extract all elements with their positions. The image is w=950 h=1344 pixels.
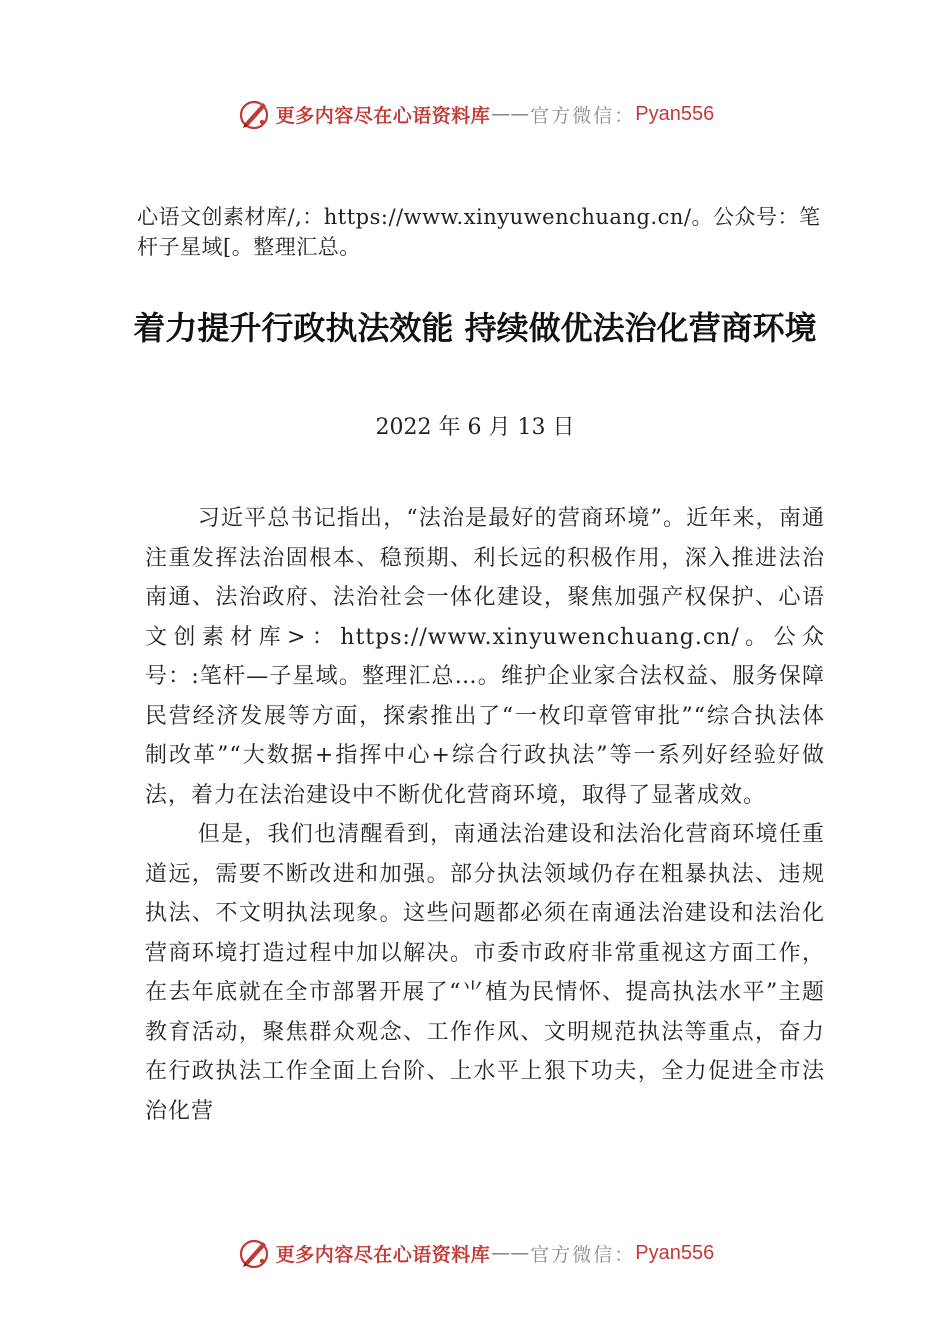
document-date: 2022 年 6 月 13 日	[375, 415, 575, 440]
footer-banner-text: 更多内容尽在心语资料库	[275, 1243, 491, 1266]
document-title: 着力提升行政执法效能 持续做优法治化营商环境	[133, 309, 817, 347]
header-wechat-label: 官方微信：	[530, 104, 636, 127]
header-banner-dash: ——	[491, 103, 530, 125]
pen-in-circle-logo-icon	[236, 96, 272, 132]
pen-in-circle-logo-icon	[236, 1235, 272, 1271]
source-note: 心语文创素材库/,：https://www.xinyuwenchuang.cn/。公众号：笔杆子星域[。整理汇总。	[137, 205, 821, 259]
footer-banner	[0, 1231, 950, 1275]
body-paragraph: 习近平总书记指出，“法治是最好的营商环境”。近年来，南通注重发挥法治固根本、稳预期、利长远的积极作用，深入推进法治南通、法治政府、法治社会一体化建设，聚焦加强产权保护、心语文创素材库>：https://www.xinyuwenchuang.cn/。公众号：:笔杆—子星域。整理汇总…。维护企业家合法权益、服务保障民营经济发展等方面，探索推出了“一枚印章管审批”“综合执法体制改革”“大数据+指挥中心+综合行政执法”等一系列好经验好做法，着力在法治建设中不断优化营商环境，取得了显著成效。	[145, 506, 825, 808]
header-wechat-id: Pyan556	[635, 102, 715, 125]
footer-banner-dash: ——	[491, 1242, 530, 1264]
footer-wechat-label: 官方微信：	[530, 1243, 636, 1266]
header-banner	[0, 92, 950, 136]
body-paragraph: 但是，我们也清醒看到，南通法治建设和法治化营商环境任重道远，需要不断改进和加强。部分执法领域仍存在粗暴执法、违规执法、不文明执法现象。这些问题都必须在南通法治建设和法治化营商环境打造过程中加以解决。市委市政府非常重视这方面工作，在去年底就在全市部署开展了“⺌植为民情怀、提高执法水平”主题教育活动，聚焦群众观念、工作作风、文明规范执法等重点，奋力在行政执法工作全面上台阶、上水平上狠下功夫，全力促进全市法治化营	[145, 822, 825, 1124]
header-banner-text: 更多内容尽在心语资料库	[275, 104, 491, 127]
document-body	[145, 499, 825, 1131]
footer-wechat-id: Pyan556	[635, 1241, 715, 1264]
